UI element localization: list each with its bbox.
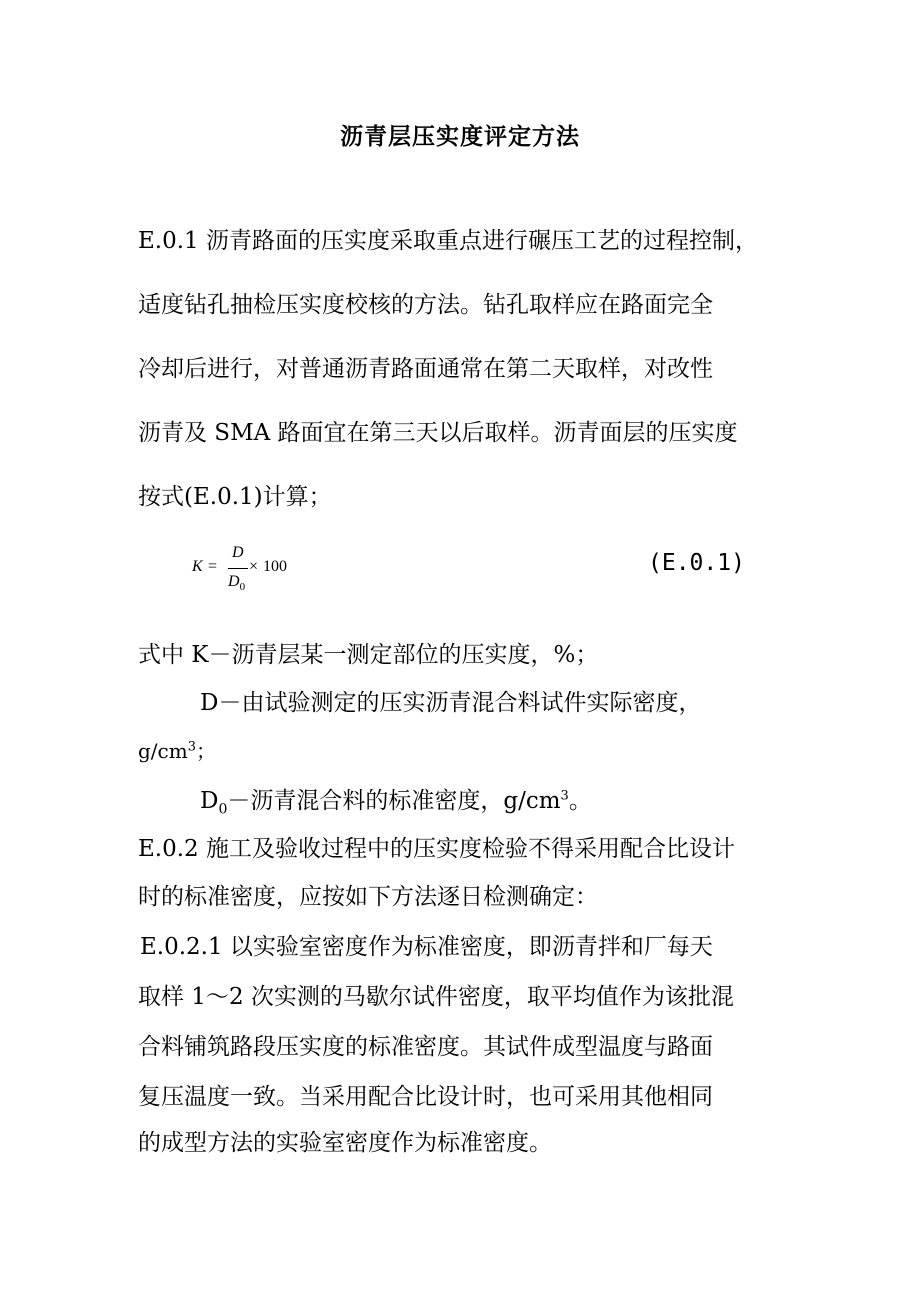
paragraph-line: 复压温度一致。当采用配合比设计时，也可采用其他相同 — [138, 1084, 713, 1110]
formula-numerator: D — [232, 544, 244, 561]
paragraph-line: 适度钻孔抽检压实度校核的方法。钻孔取样应在路面完全 — [138, 292, 713, 318]
paragraph-line: E.0.2 施工及验收过程中的压实度检验不得采用配合比设计 — [138, 836, 735, 862]
paragraph-line: 时的标准密度，应按如下方法逐日检测确定： — [138, 884, 598, 910]
where-k-line: 式中 K－沥青层某一测定部位的压实度，%； — [138, 642, 599, 668]
formula-equals: = — [208, 558, 218, 575]
page-title: 沥青层压实度评定方法 — [340, 123, 580, 150]
paragraph-line: E.0.1 沥青路面的压实度采取重点进行碾压工艺的过程控制， — [138, 228, 758, 254]
paragraph-line: 冷却后进行，对普通沥青路面通常在第二天取样，对改性 — [138, 356, 713, 382]
paragraph-line: 合料铺筑路段压实度的标准密度。其试件成型温度与路面 — [138, 1034, 713, 1060]
formula-denominator: $D_0$ — [228, 573, 246, 594]
fraction-bar — [228, 568, 248, 569]
paragraph-line: 按式(E.0.1)计算； — [138, 484, 332, 510]
paragraph-line: 的成型方法的实验室密度作为标准密度。 — [138, 1130, 552, 1156]
where-d-line: D－由试验测定的压实沥青混合料试件实际密度， — [200, 690, 702, 716]
paragraph-line: 沥青及 SMA 路面宜在第三天以后取样。沥青面层的压实度 — [138, 420, 738, 446]
equation-number: (E.0.1) — [648, 550, 745, 576]
where-d-unit: $g/cm^3$； — [138, 739, 216, 763]
formula-lhs: K — [192, 558, 203, 575]
paragraph-line: E.0.2.1 以实验室密度作为标准密度，即沥青拌和厂每天 — [140, 934, 713, 960]
where-d0-line: $D_0-$沥青混合料的标准密度，$g/cm^3$。 — [200, 788, 592, 818]
formula-times: × — [249, 558, 259, 575]
formula-factor: 100 — [263, 558, 287, 575]
paragraph-line: 取样 1～2 次实测的马歇尔试件密度，取平均值作为该批混 — [138, 984, 734, 1010]
